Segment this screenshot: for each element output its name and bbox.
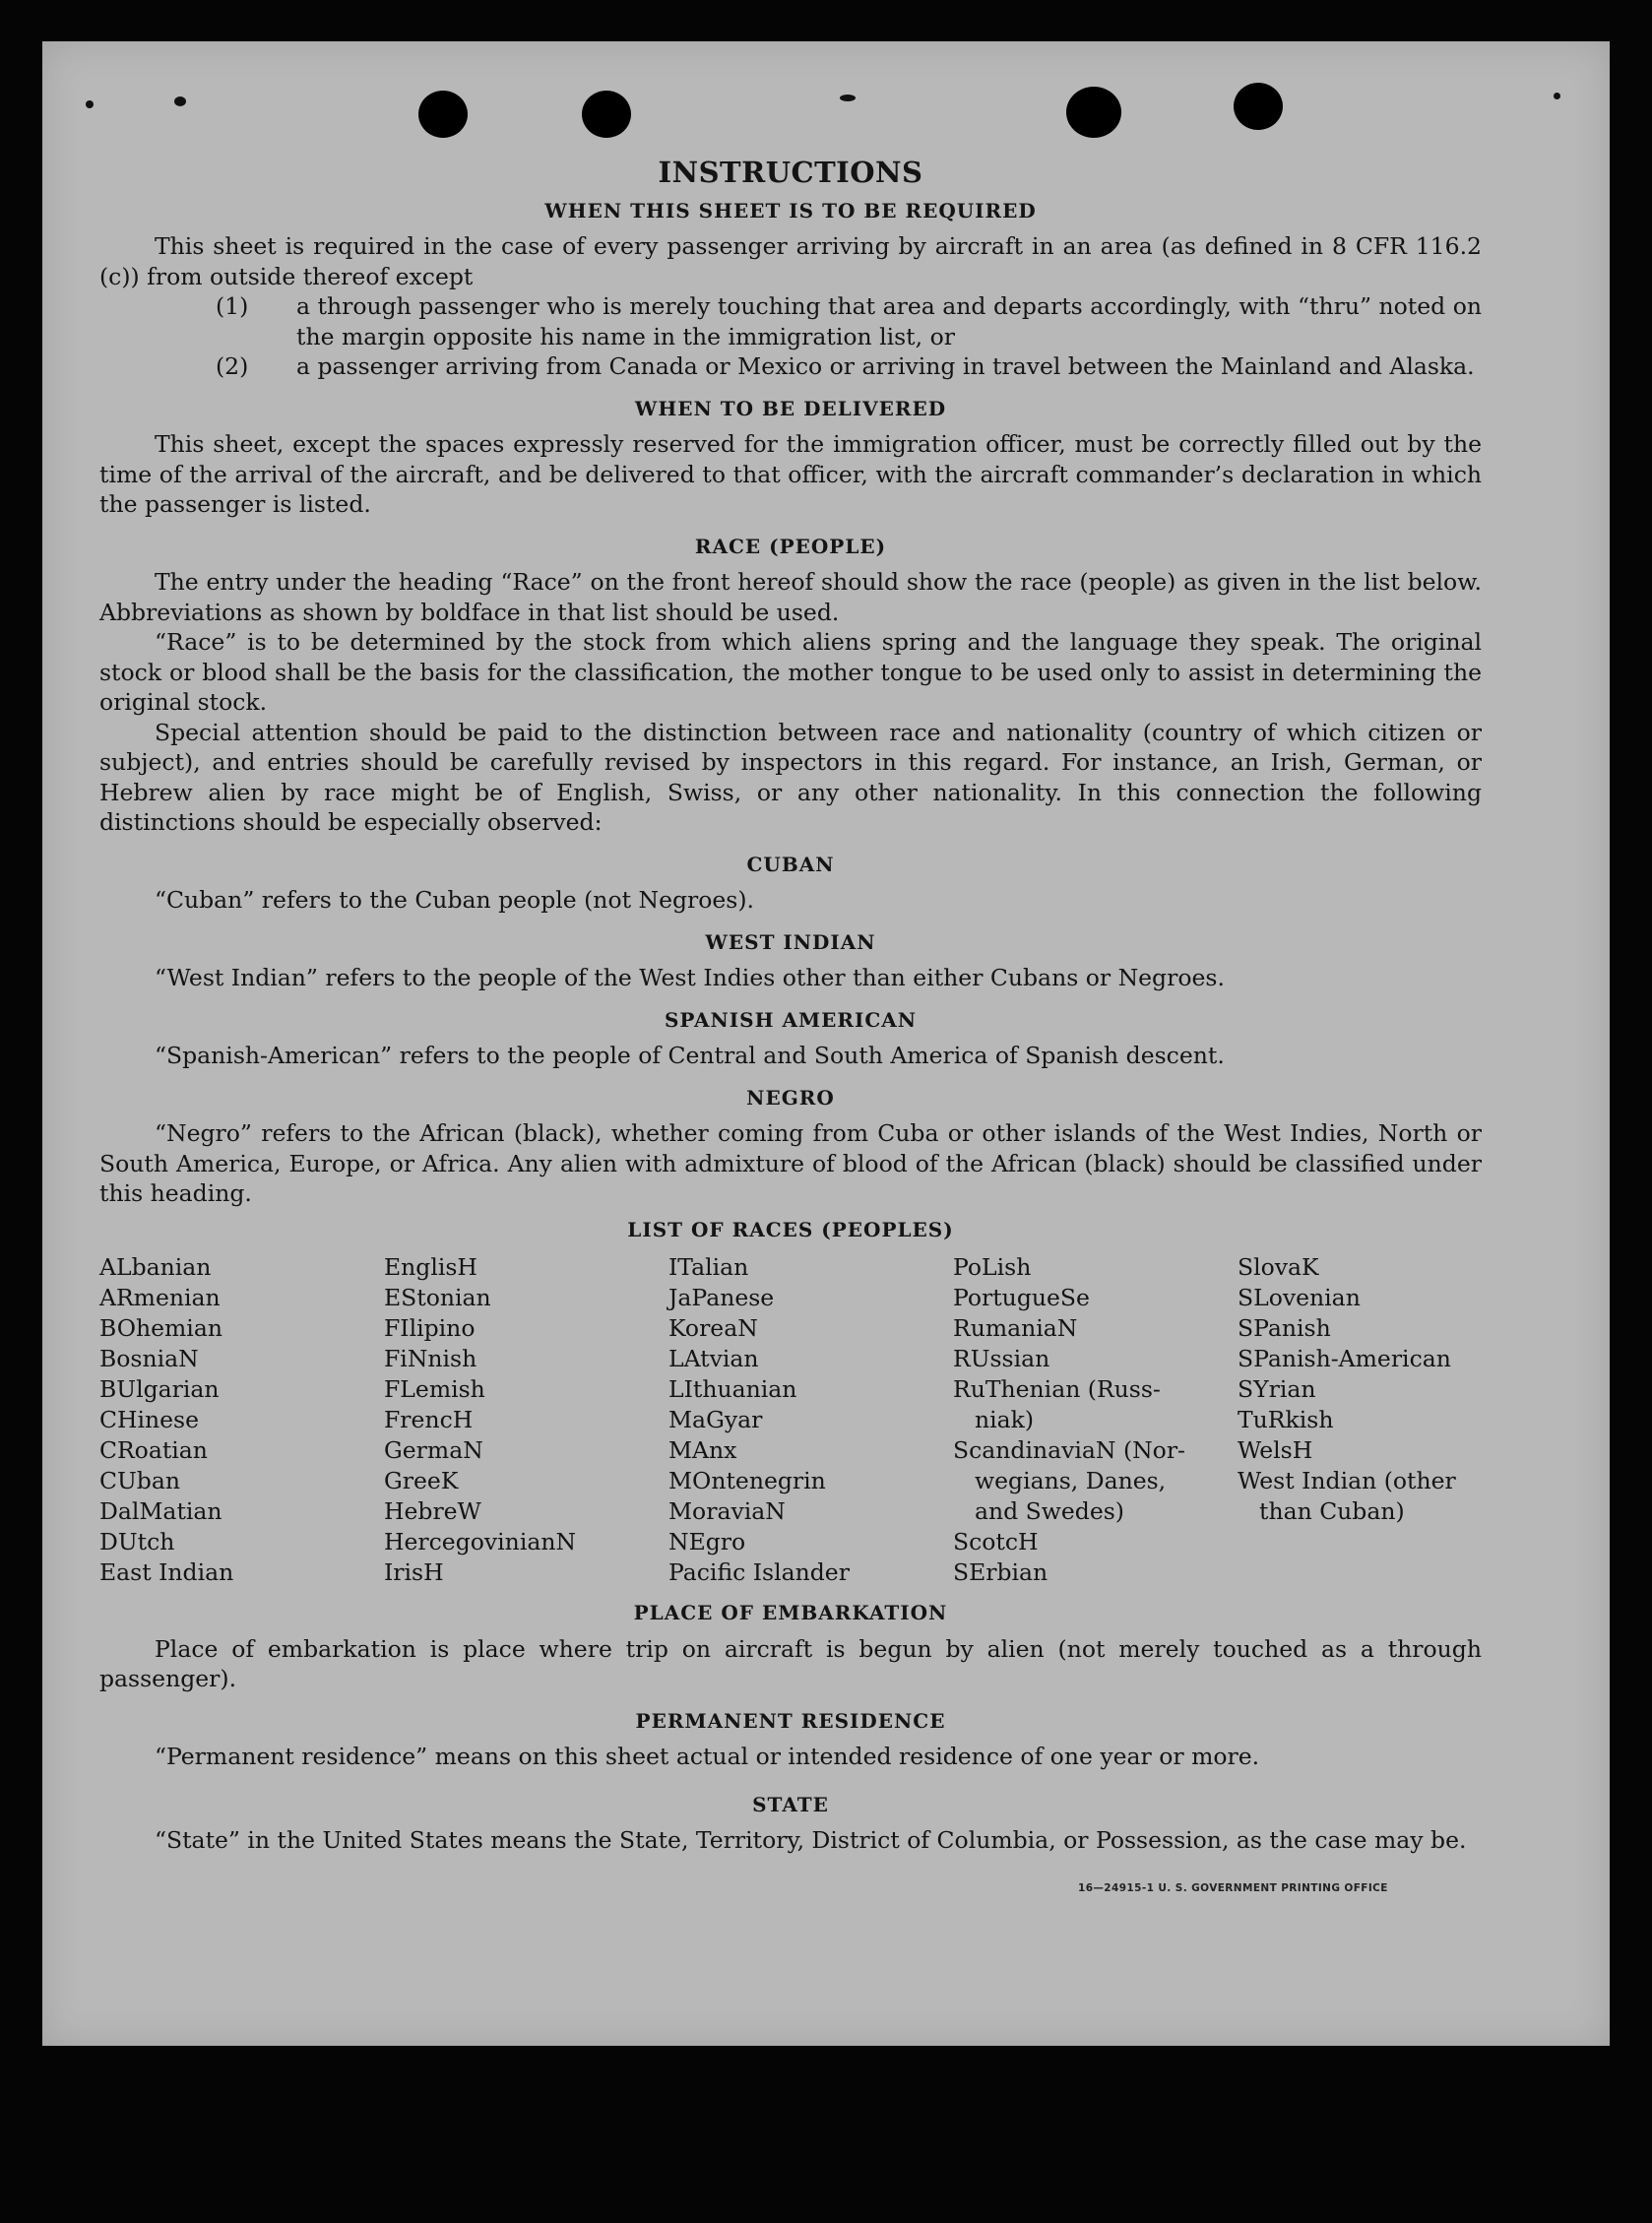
races-column — [1238, 1252, 1525, 1588]
race-entry-continuation: and Swedes) — [975, 1497, 1124, 1525]
race-entry: EnglisH — [384, 1253, 477, 1281]
race-entry: MoraviaN — [668, 1497, 786, 1525]
race-entry: GreeK — [384, 1467, 459, 1494]
paragraph: “Spanish-American” refers to the people of Central and South America of Spanish descent. — [155, 1042, 1225, 1069]
instructions-body — [99, 158, 1482, 1856]
race-entry: SLovenian — [1238, 1284, 1361, 1311]
list-item — [99, 351, 1482, 382]
race-entry: IrisH — [384, 1558, 444, 1586]
race-entry: DUtch — [99, 1528, 175, 1556]
race-entry: MaGyar — [668, 1406, 763, 1433]
paragraph: “Permanent residence” means on this sheet actual or intended residence of one year or more. — [155, 1743, 1260, 1770]
race-entry: CRoatian — [99, 1436, 208, 1464]
race-entry: Pacific Islander — [668, 1558, 850, 1586]
race-entry: FLemish — [384, 1375, 485, 1403]
races-column — [668, 1252, 953, 1588]
punch-hole — [1234, 83, 1283, 130]
race-entry: RumaniaN — [953, 1314, 1078, 1342]
races-list — [99, 1252, 1482, 1588]
race-entry: SlovaK — [1238, 1253, 1319, 1281]
list-item — [99, 291, 1482, 351]
race-entry: HebreW — [384, 1497, 481, 1525]
race-entry: GermaN — [384, 1436, 483, 1464]
punch-hole — [1066, 87, 1121, 138]
item-number: (2) — [216, 352, 249, 380]
speck — [840, 95, 856, 101]
paragraph: Place of embarkation is place where trip on aircraft is begun by alien (not merely touched as a through passenger). — [99, 1634, 1482, 1692]
race-entry-continuation: wegians, Danes, — [975, 1467, 1167, 1494]
races-column — [953, 1252, 1238, 1588]
section-heading: SPANISH AMERICAN — [664, 1007, 918, 1032]
race-entry: PortugueSe — [953, 1284, 1090, 1311]
race-entry: RuThenian (Russ- — [953, 1375, 1161, 1403]
race-entry: NEgro — [668, 1528, 746, 1556]
paragraph: Special attention should be paid to the distinction between race and nationality (country of which citizen or subject), and entries should be carefully revised by inspectors in this regard. For instance, an Irish, German, or Hebrew alien by race might be of English, Swiss, or any other nationality. In this connection the following distinctions should be especially observed: — [99, 718, 1482, 836]
section-heading: RACE (PEOPLE) — [694, 534, 887, 558]
race-entry: MOntenegrin — [668, 1467, 826, 1494]
race-entry: RUssian — [953, 1345, 1050, 1372]
race-entry: BOhemian — [99, 1314, 222, 1342]
race-entry: SErbian — [953, 1558, 1048, 1586]
race-entry: ScotcH — [953, 1528, 1039, 1556]
races-column — [384, 1252, 668, 1588]
race-entry: CHinese — [99, 1406, 199, 1433]
paragraph: “State” in the United States means the State, Territory, District of Columbia, or Possession, as the case may be. — [155, 1826, 1467, 1854]
races-column — [99, 1252, 384, 1588]
race-entry: LAtvian — [668, 1345, 759, 1372]
race-entry: EStonian — [384, 1284, 491, 1311]
race-entry: TuRkish — [1238, 1406, 1334, 1433]
paragraph: “Negro” refers to the African (black), whether coming from Cuba or other islands of the West Indies, North or South America, Europe, or Africa. Any alien with admixture of blood of the African (black) should be classified under this heading. — [99, 1119, 1482, 1207]
page-title: INSTRUCTIONS — [658, 156, 923, 189]
race-entry: FiNnish — [384, 1345, 477, 1372]
item-text: a passenger arriving from Canada or Mexico or arriving in travel between the Mainland and Alaska. — [296, 352, 1475, 380]
item-number: (1) — [216, 292, 249, 320]
race-entry-continuation: niak) — [975, 1406, 1035, 1433]
race-entry: FrencH — [384, 1406, 474, 1433]
section-heading: NEGRO — [746, 1085, 835, 1110]
race-entry: ITalian — [668, 1253, 749, 1281]
paragraph: This sheet is required in the case of every passenger arriving by aircraft in an area (as defined in 8 CFR 116.2 (c)) from outside thereof except — [99, 232, 1482, 290]
race-entry: FIlipino — [384, 1314, 476, 1342]
race-entry: KoreaN — [668, 1314, 758, 1342]
section-heading: WHEN THIS SHEET IS TO BE REQUIRED — [544, 198, 1037, 222]
race-entry: MAnx — [668, 1436, 737, 1464]
race-entry: BosniaN — [99, 1345, 199, 1372]
section-heading: PERMANENT RESIDENCE — [635, 1708, 946, 1733]
race-entry: SYrian — [1238, 1375, 1316, 1403]
section-heading: WHEN TO BE DELIVERED — [634, 396, 947, 420]
race-entry: SPanish-American — [1238, 1345, 1451, 1372]
race-entry: WelsH — [1238, 1436, 1313, 1464]
item-text: a through passenger who is merely touching that area and departs accordingly, with “thru” noted on the margin opposite his name in the immigration list, or — [296, 292, 1482, 350]
race-entry-continuation: than Cuban) — [1259, 1497, 1405, 1525]
race-entry: PoLish — [953, 1253, 1032, 1281]
race-entry: LIthuanian — [668, 1375, 797, 1403]
speck — [174, 96, 186, 106]
race-entry: East Indian — [99, 1558, 234, 1586]
speck — [86, 100, 94, 108]
race-entry: JaPanese — [668, 1284, 775, 1311]
race-entry: DalMatian — [99, 1497, 222, 1525]
section-heading: CUBAN — [746, 852, 835, 876]
paragraph: This sheet, except the spaces expressly reserved for the immigration officer, must be correctly filled out by the time of the arrival of the aircraft, and be delivered to that officer, with the aircraft commander’s declaration in which the passenger is listed. — [99, 430, 1482, 518]
paragraph: “West Indian” refers to the people of the West Indies other than either Cubans or Negroes. — [155, 964, 1225, 991]
race-entry: HercegovinianN — [384, 1528, 577, 1556]
punch-hole — [418, 91, 468, 138]
punch-hole — [582, 91, 631, 138]
paragraph: “Race” is to be determined by the stock from which aliens spring and the language they speak. The original stock or blood shall be the basis for the classification, the mother tongue to be used only to assist in determining the original stock. — [99, 628, 1482, 716]
race-entry: ScandinaviaN (Nor- — [953, 1436, 1185, 1464]
section-heading: WEST INDIAN — [705, 929, 876, 954]
speck — [1554, 93, 1560, 99]
section-heading: LIST OF RACES (PEOPLES) — [627, 1217, 954, 1241]
race-entry: ARmenian — [99, 1284, 221, 1311]
race-entry: BUlgarian — [99, 1375, 220, 1403]
race-entry: SPanish — [1238, 1314, 1331, 1342]
paragraph: “Cuban” refers to the Cuban people (not Negroes). — [155, 886, 755, 914]
section-heading: STATE — [752, 1792, 829, 1816]
race-entry: West Indian (other — [1238, 1467, 1456, 1494]
printing-office-footer: 16—24915-1 U. S. GOVERNMENT PRINTING OFFICE — [1078, 1882, 1388, 1894]
race-entry: ALbanian — [99, 1253, 212, 1281]
section-heading: PLACE OF EMBARKATION — [633, 1601, 948, 1624]
race-entry: CUban — [99, 1467, 180, 1494]
paragraph: The entry under the heading “Race” on the front hereof should show the race (people) as given in the list below. Abbreviations as shown by boldface in that list should be used. — [99, 568, 1482, 626]
